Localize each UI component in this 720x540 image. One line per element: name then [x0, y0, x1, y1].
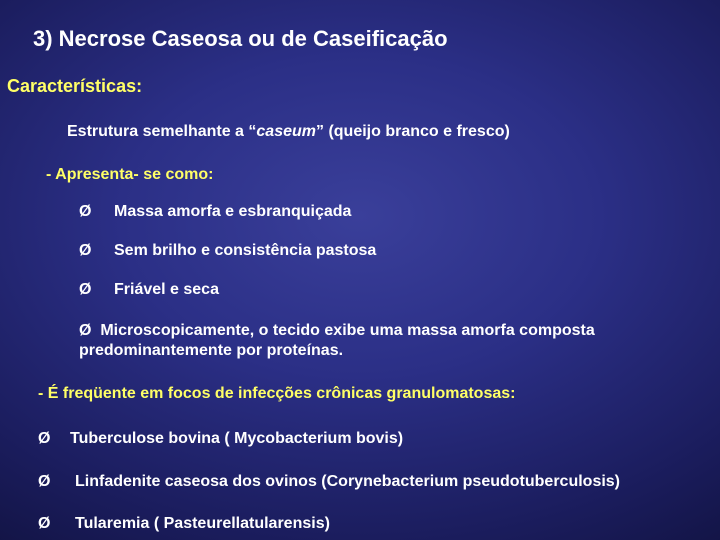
- infeccao-item-text: Tularemia ( Pasteurellatularensis): [75, 515, 330, 532]
- arrow-bullet-icon: Ø: [79, 242, 92, 259]
- apresenta-item-text: Sem brilho e consistência pastosa: [114, 242, 377, 259]
- arrow-bullet-icon: Ø: [38, 430, 51, 447]
- arrow-bullet-icon: Ø: [79, 322, 92, 339]
- infeccao-item-text: Linfadenite caseosa dos ovinos (Corynebacterium pseudotuberculosis): [75, 473, 621, 490]
- estrutura-prefix: Estrutura semelhante a “: [67, 123, 257, 140]
- infeccao-item-text: Tuberculose bovina ( Mycobacterium bovis): [70, 430, 404, 447]
- apresenta-item-text: Friável e seca: [114, 281, 219, 298]
- arrow-bullet-icon: Ø: [38, 473, 51, 490]
- microscopia-text-1: Microscopicamente, o tecido exibe uma massa amorfa composta: [100, 322, 595, 339]
- estrutura-suffix: ” (queijo branco e fresco): [316, 123, 510, 140]
- arrow-bullet-icon: Ø: [79, 203, 92, 220]
- arrow-bullet-icon: Ø: [79, 281, 92, 298]
- apresenta-item-text: Massa amorfa e esbranquiçada: [114, 203, 352, 220]
- estrutura-caseum: caseum: [256, 123, 316, 140]
- arrow-bullet-icon: Ø: [38, 515, 51, 532]
- apresenta-heading: - Apresenta- se como:: [46, 166, 214, 183]
- slide-title: 3) Necrose Caseosa ou de Caseificação: [33, 26, 448, 51]
- caracteristicas-heading: Características:: [7, 76, 143, 96]
- estrutura-line: [67, 124, 510, 140]
- microscopia-paragraph: [79, 321, 595, 361]
- microscopia-line-1: [79, 321, 595, 341]
- frequente-heading: - É freqüente em focos de infecções crônicas granulomatosas:: [38, 385, 516, 402]
- microscopia-text-2: predominantemente por proteínas.: [79, 342, 344, 359]
